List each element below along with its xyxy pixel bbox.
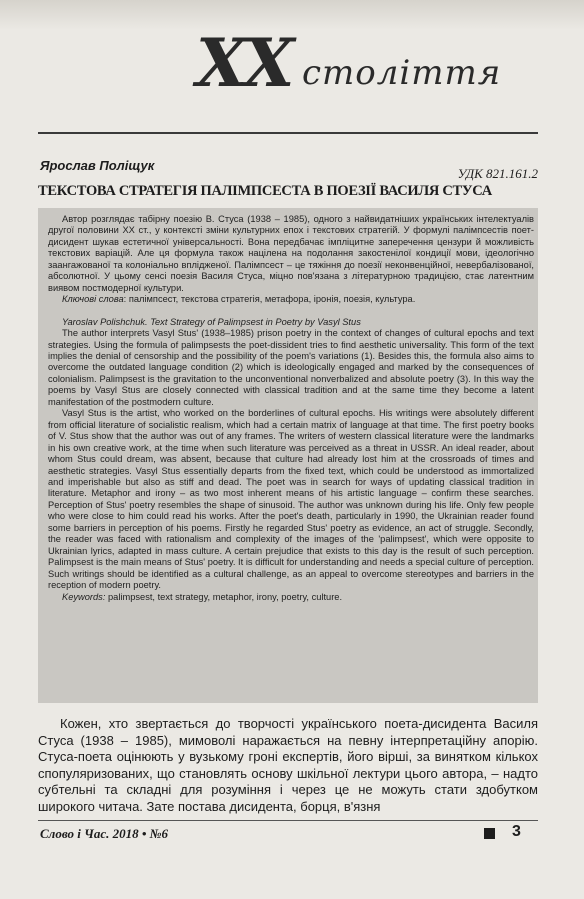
abstract-uk-keywords [48, 294, 534, 305]
journal-citation: Слово і Час. 2018 • №6 [40, 826, 169, 841]
footer-divider [38, 820, 538, 821]
article-body [38, 716, 538, 816]
section-header [0, 0, 584, 140]
page-number: 3 [512, 823, 521, 840]
keywords-uk-label: Ключові слова [62, 294, 124, 305]
abstract-uk-paragraph: Автор розглядає табірну поезію В. Стуса (1938 – 1985), одного з найвидатніших українських інтелектуалів другої половини ХХ ст., у контексті зміни культурних епох і текстових стратегій. У формулі палімпсестів поет-дисидент шукав естетичної універсальності. Вона передбачає імпліцитне заперечення цензури й можливість текстових варіацій. Але ця формула також націлена на подолання закостенілої кондиції мови, ідеологічно заангажованої та колоніально вплідженої. Палімпсест – це тяжіння до поезії неконвенційної, невербалізованої, абсолютної. У цьому сенсі поезія Василя Стуса, міцно пов'язана з літературною традицією, стає латентним виявом постмодерної культури. [48, 214, 534, 293]
keywords-en-list: palimpsest, text strategy, metaphor, irony, poetry, culture. [105, 591, 343, 602]
abstract-en-heading: Yaroslav Polishchuk. Text Strategy of Palimpsest in Poetry by Vasyl Stus [62, 316, 361, 327]
abstract-spacer [48, 306, 534, 317]
square-marker-icon [484, 828, 495, 839]
abstract-en-paragraph-1: The author interprets Vasyl Stus' (1938–1985) prison poetry in the context of changes of cultural epochs and text strategies. Using the formula of palimpsests the poet-dissident tries to find aesthetic universality. This form of the text implies the denial of censorship and the possibility of the poem's variations (1). Besides this, the formula also aims to overcome the outdated language condition (2) which is ideologically engaged and marked by the consequences of colonialism. Palimpsest is the gravitation to the unconventional nonverbalized and absolute poetry (3). In this way the poems by Vasyl Stus are closely connected with classical tradition and at the same time they become a latent manifestation of the postmodern culture. [48, 328, 534, 407]
keywords-en-label: Keywords: [62, 591, 106, 602]
abstract-en-keywords [48, 592, 534, 603]
section-word: століття [302, 53, 502, 93]
section-roman-numeral: XX [196, 24, 291, 102]
keywords-uk-list: : палімпсест, текстова стратегія, метафора, іронія, поезія, культура. [123, 294, 416, 305]
article-author: Ярослав Поліщук [40, 158, 155, 173]
udc-code: УДК 821.161.2 [457, 166, 538, 181]
abstract-box [38, 208, 538, 703]
abstract-text [48, 214, 534, 603]
header-divider [38, 132, 538, 134]
abstract-en-paragraph-2: Vasyl Stus is the artist, who worked on the borderlines of cultural epochs. His writings were absolutely different from official literature of socialistic realism, which had a certain matrix of language at that time. The first poetry books of V. Stus show that the author was out of any frames. The writers of western classical literature were the landmarks in his own creative work, at the time when such literature was perceived as a threat in USSR. An ideal reader, about whom Stus could dream, was absent, because that culture had already lost him at the crossroads of times and aesthetic strategies. Vasyl Stus essentially departs from the fixed text, which could be understood as immortalized and imperishable but also as stiff and dead. The poet was in search for ways of updating classical tradition in literature. Metaphor and irony – as two most inherent means of his artistic language – confirm these searches. Perception of Stus' poetry resembles the shape of sinusoid. The author was unknown during his life. Only few people who were close to him could read his works. After the poet's death, particularly in 1990, the Ukrainian reader found some barriers in perception of his poems. Firstly he regarded Stus' poetry as evidence, an act of struggle. Secondly, the reader was faced with rationalism and complexity of the images of the 'palimpsest', which were opposite to Ukrainian lyrics, adapted in mass culture. A certain prejudice that exists to this day is the result of such perception. Palimpsest is the main means of Stus' poetry. It is difficult for understanding and needs a special culture of perception. Such writings should be identified as a cultural challenge, as an appeal to overcome stereotypes and barriers in the reception of modern poetry. [48, 408, 534, 591]
article-title: ТЕКСТОВА СТРАТЕГІЯ ПАЛІМПСЕСТА В ПОЕЗІЇ ВАСИЛЯ СТУСА [38, 183, 492, 199]
body-paragraph: Кожен, хто звертається до творчості українського поета-дисидента Василя Стуса (1938 – 1985), мимоволі наражається на певну інтерпретаційну апорію. Стуса-поета оцінюють у вузькому гроні експертів, його вірші, за винятком кількох спопуляризованих, що становлять основу шкільної лектури цього автора, – надто субтельні та складні для розуміння і через це не можуть стати здобутком широкого читача. Зате постава дисидента, борця, в'язня [38, 716, 538, 814]
